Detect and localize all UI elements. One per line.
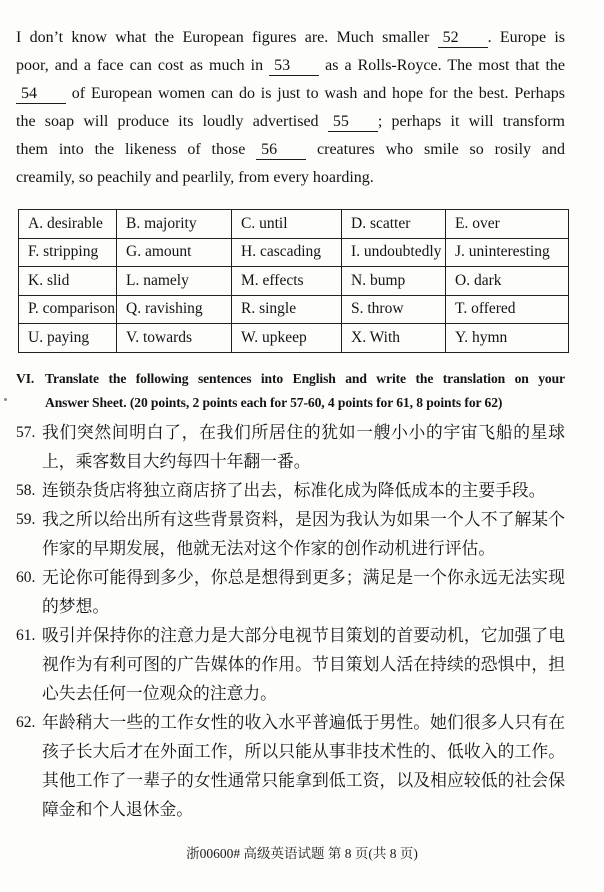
- word-bank-row: [19, 238, 569, 267]
- item-number: 57.: [16, 423, 36, 441]
- word-bank-cell: H. cascading: [232, 238, 342, 267]
- word-bank-cell: B. majority: [117, 210, 232, 239]
- word-bank-cell: G. amount: [117, 238, 232, 267]
- passage-line: 54 of European women can do is just to wash and hope for the best. Perhaps: [16, 80, 565, 108]
- word-bank-cell: R. single: [232, 295, 342, 324]
- item-text: 我们突然间明白了，在我们所居住的犹如一艘小小的宇宙飞船的星球上，乘客数目大约每四十年翻一番。: [42, 422, 565, 471]
- word-bank-cell: W. upkeep: [232, 324, 342, 353]
- word-bank-cell: Y. hymn: [446, 324, 569, 353]
- scan-artifact: [4, 398, 7, 401]
- section-vi-heading: [16, 367, 565, 415]
- word-bank-cell: J. uninteresting: [446, 238, 569, 267]
- item-text: 年龄稍大一些的工作女性的收入水平普遍低于男性。她们很多人只有在孩子长大后才在外面工作，所以只能从事非技术性的、低收入的工作。其他工作了一辈子的女性通常只能拿到低工资，以及相应较低的社会保障金和个人退休金。: [42, 712, 565, 819]
- item-text: 无论你可能得到多少，你总是想得到更多；满足是一个你永远无法实现的梦想。: [42, 567, 565, 616]
- cloze-blank-55: 55: [328, 112, 378, 132]
- passage-line: creamily, so peachily and pearlily, from every hoarding.: [16, 169, 374, 186]
- word-bank-cell: K. slid: [19, 267, 117, 296]
- item-number: 59.: [16, 510, 36, 528]
- passage-line: poor, and a face can cost as much in 53 as a Rolls-Royce. The most that the: [16, 57, 565, 74]
- word-bank-cell: D. scatter: [342, 210, 446, 239]
- cloze-blank-56: 56: [256, 140, 306, 160]
- word-bank-row: [19, 295, 569, 324]
- item-text: 我之所以给出所有这些背景资料，是因为我认为如果一个人不了解某个作家的早期发展，他就无法对这个作家的创作动机进行评估。: [42, 509, 565, 558]
- word-bank-cell: S. throw: [342, 295, 446, 324]
- word-bank-cell: I. undoubtedly: [342, 238, 446, 267]
- instruction-line-2: Answer Sheet. (20 points, 2 points each for 57-60, 4 points for 61, 8 points for 62): [45, 394, 503, 410]
- word-bank-cell: F. stripping: [19, 238, 117, 267]
- word-bank-cell: Q. ravishing: [117, 295, 232, 324]
- passage-line: them into the likeness of those 56 creatures who smile so rosily and: [16, 141, 565, 158]
- translation-item: [16, 563, 565, 621]
- word-bank-cell: N. bump: [342, 267, 446, 296]
- item-number: 62.: [16, 713, 36, 731]
- translation-list: [16, 418, 565, 824]
- item-number: 61.: [16, 626, 36, 644]
- passage-line: I don’t know what the European figures are. Much smaller 52 . Europe is: [16, 29, 566, 46]
- item-text: 连锁杂货店将独立商店挤了出去，标准化成为降低成本的主要手段。: [42, 480, 546, 500]
- word-bank-cell: U. paying: [19, 324, 117, 353]
- word-bank-body: [19, 210, 569, 353]
- translation-item: [16, 418, 565, 476]
- section-number: VI.: [16, 370, 35, 386]
- translation-item: [16, 708, 565, 824]
- word-bank-cell: M. effects: [232, 267, 342, 296]
- instruction-line-1: Translate the following sentences into English and write the translation on your: [45, 370, 565, 386]
- cloze-blank-53: 53: [269, 56, 319, 76]
- word-bank-cell: V. towards: [117, 324, 232, 353]
- passage-line: the soap will produce its loudly advertised 55 ; perhaps it will transform: [16, 113, 565, 130]
- cloze-blank-54: 54: [16, 84, 66, 104]
- passage: [16, 24, 565, 192]
- word-bank-cell: P. comparison: [19, 295, 117, 324]
- word-bank-cell: X. With: [342, 324, 446, 353]
- item-text: 吸引并保持你的注意力是大部分电视节目策划的首要动机，它加强了电视作为有利可图的广告媒体的作用。节目策划人活在持续的恐惧中，担心失去任何一位观众的注意力。: [42, 625, 565, 703]
- word-bank-row: [19, 324, 569, 353]
- word-bank-cell: T. offered: [446, 295, 569, 324]
- word-bank-cell: C. until: [232, 210, 342, 239]
- item-number: 60.: [16, 568, 36, 586]
- word-bank-table: [18, 209, 569, 353]
- word-bank-row: [19, 267, 569, 296]
- word-bank-cell: E. over: [446, 210, 569, 239]
- page-footer: 浙00600# 高级英语试题 第 8 页(共 8 页): [186, 846, 418, 861]
- cloze-blank-52: 52: [438, 28, 488, 48]
- word-bank-cell: O. dark: [446, 267, 569, 296]
- translation-item: [16, 476, 565, 505]
- word-bank-cell: L. namely: [117, 267, 232, 296]
- word-bank-row: [19, 210, 569, 239]
- word-bank-cell: A. desirable: [19, 210, 117, 239]
- translation-item: [16, 621, 565, 708]
- item-number: 58.: [16, 481, 36, 499]
- section-instruction: [45, 367, 565, 415]
- translation-item: [16, 505, 565, 563]
